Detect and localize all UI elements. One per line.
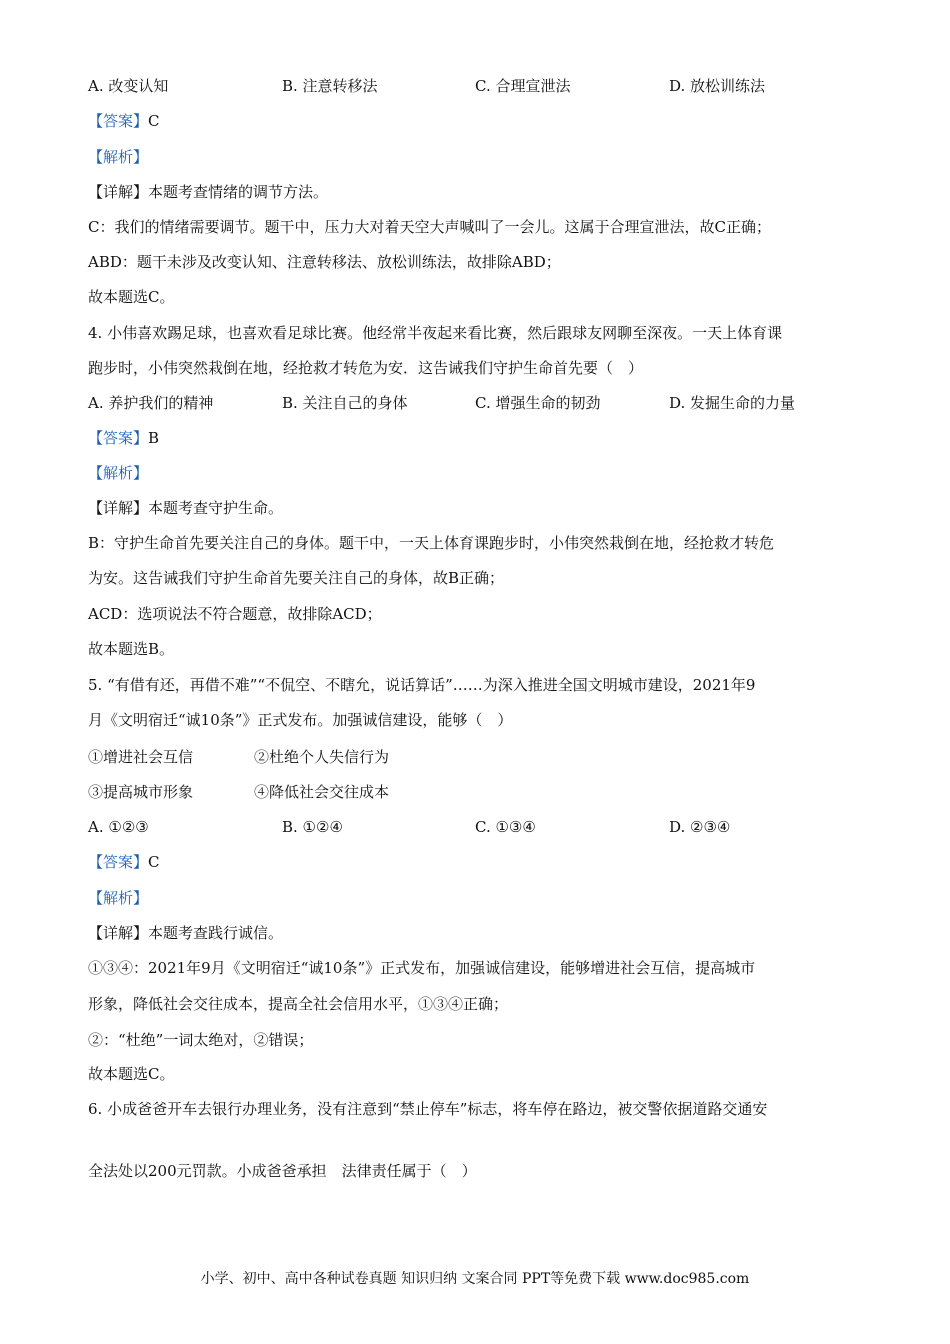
answer-tag: 【答案】: [88, 112, 149, 130]
q3-option-c: C. 合理宣泄法: [475, 77, 571, 95]
q4-stem-line: 4. 小伟喜欢踢足球，也喜欢看足球比赛。他经常半夜起来看比赛，然后跟球友网聊至深夜。一天上体育课: [88, 324, 783, 342]
q3-detail: [88, 182, 868, 202]
q3-option-b: B. 注意转移法: [282, 77, 378, 95]
q5-item: ④降低社会交往成本: [254, 783, 390, 801]
q4-explanation-line: B：守护生命首先要关注自己的身体。题干中，一天上体育课跑步时，小伟突然栽倒在地，经抢救才转危: [88, 534, 775, 552]
q4-option-a: A. 养护我们的精神: [88, 394, 214, 412]
q4-option-c: C. 增强生命的韧劲: [475, 394, 601, 412]
q4-explanation-line: 为安。这告诫我们守护生命首先要关注自己的身体，故B正确；: [88, 569, 505, 587]
detail-tag: 【详解】: [88, 183, 149, 201]
q5-explanation-line: ②：“杜绝”一词太绝对，②错误；: [88, 1031, 314, 1049]
detail-text: 本题考查守护生命。: [148, 499, 284, 517]
q5-conclusion: 故本题选C。: [88, 1065, 175, 1083]
q5-option-a: A. ①②③: [88, 818, 149, 836]
q4-option-d: D. 发掘生命的力量: [669, 394, 796, 412]
answer-tag: 【答案】: [88, 853, 149, 871]
q5-option-b: B. ①②④: [282, 818, 343, 836]
q5-stem-line: 5. “有借有还，再借不难”“不侃空、不瞎允，说话算话”……为深入推进全国文明城市建设，2021年9: [88, 676, 756, 694]
analysis-tag: 【解析】: [88, 148, 149, 166]
q4-detail: [88, 498, 868, 518]
q5-item: ①增进社会互信: [88, 748, 194, 766]
q5-items-row: [88, 782, 390, 802]
q4-option-b: B. 关注自己的身体: [282, 394, 408, 412]
q4-answer: [88, 428, 868, 448]
detail-text: 本题考查践行诚信。: [148, 924, 284, 942]
q5-items-row: [88, 747, 390, 767]
q4-stem-line: 跑步时，小伟突然栽倒在地，经抢救才转危为安．这告诫我们守护生命首先要（ ）: [88, 359, 644, 377]
q4-options: [88, 393, 868, 413]
q3-explanation-line: ABD：题干未涉及改变认知、注意转移法、放松训练法，故排除ABD；: [88, 253, 561, 271]
detail-text: 本题考查情绪的调节方法。: [148, 183, 329, 201]
q5-detail: [88, 923, 868, 943]
q3-explanation-line: C：我们的情绪需要调节。题干中，压力大对着天空大声喊叫了一会儿。这属于合理宣泄法，故C正确；: [88, 218, 771, 236]
answer-value: B: [148, 429, 160, 447]
q6-stem-line: 全法处以200元罚款。小成爸爸承担 法律责任属于（ ）: [88, 1162, 477, 1180]
page-footer: 小学、初中、高中各种试卷真题 知识归纳 文案合同 PPT等免费下载 www.doc985.com: [200, 1271, 750, 1287]
q3-conclusion: 故本题选C。: [88, 288, 175, 306]
detail-tag: 【详解】: [88, 499, 149, 517]
q3-options: [88, 76, 868, 96]
q5-options: [88, 817, 868, 837]
q3-analysis: [88, 147, 868, 167]
q5-option-c: C. ①③④: [475, 818, 536, 836]
detail-tag: 【详解】: [88, 924, 149, 942]
q5-stem-line: 月《文明宿迁“诚10条”》正式发布。加强诚信建设，能够（ ）: [88, 711, 513, 729]
analysis-tag: 【解析】: [88, 889, 149, 907]
q4-conclusion: 故本题选B。: [88, 640, 175, 658]
analysis-tag: 【解析】: [88, 464, 149, 482]
q5-explanation-line: ①③④：2021年9月《文明宿迁“诚10条”》正式发布，加强诚信建设，能够增进社会互信，提高城市: [88, 959, 756, 977]
q5-explanation-line: 形象，降低社会交往成本，提高全社会信用水平，①③④正确；: [88, 995, 509, 1013]
q4-analysis: [88, 463, 868, 483]
q3-answer: [88, 111, 868, 131]
q4-explanation-line: ACD：选项说法不符合题意，故排除ACD；: [88, 605, 382, 623]
q3-option-a: A. 改变认知: [88, 77, 169, 95]
q5-answer: [88, 852, 868, 872]
answer-value: C: [148, 112, 160, 130]
q5-option-d: D. ②③④: [669, 818, 731, 836]
answer-value: C: [148, 853, 160, 871]
q5-item: ③提高城市形象: [88, 783, 194, 801]
q5-item: ②杜绝个人失信行为: [254, 748, 390, 766]
answer-tag: 【答案】: [88, 429, 149, 447]
q3-option-d: D. 放松训练法: [669, 77, 766, 95]
q5-analysis: [88, 888, 868, 908]
q6-stem-line: 6. 小成爸爸开车去银行办理业务，没有注意到“禁止停车”标志，将车停在路边，被交警依据道路交通安: [88, 1100, 768, 1118]
